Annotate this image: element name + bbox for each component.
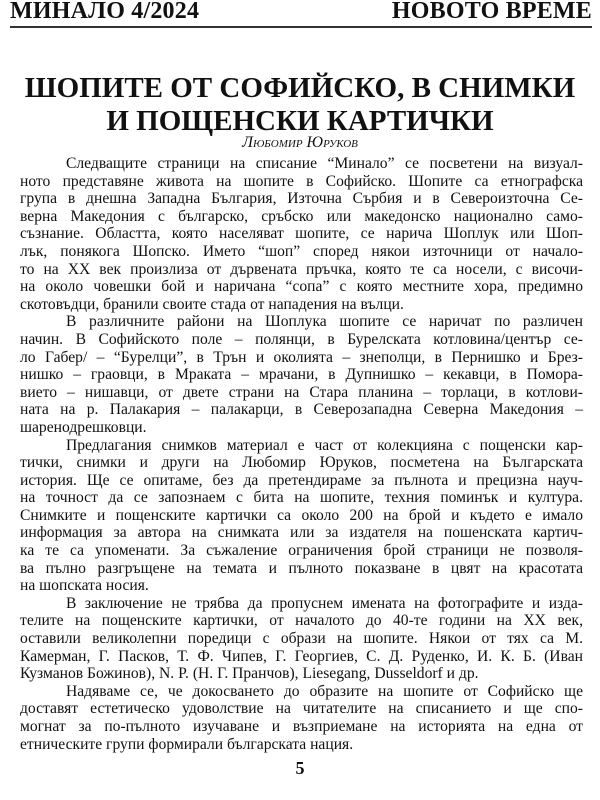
text-line: ната на р. Палакария – палакарци, в Северозападна Северна Македония – [20, 401, 583, 419]
text-line: шаренодрешковци. [20, 418, 147, 436]
text-line: В заключение не трябва да пропуснем имената на фотографите и изда- [66, 594, 583, 612]
text-line: ло Габер/ – “Бурелци”, в Трън и околията – знеполци, в Пернишко и Брез- [20, 348, 583, 366]
text-line: етническите групи формирали българската нация. [20, 735, 354, 753]
title-line: ШОПИТЕ ОТ СОФИЙСКО, В СНИМКИ [24, 72, 576, 104]
text-line: доставят естетическо удоволствие на читателите на списанието и ще спо- [20, 700, 583, 718]
title-line: И ПОЩЕНСКИ КАРТИЧКИ [106, 105, 494, 137]
text-line: ното представяне живота на шопите в Софийско. Шопите са етнографска [20, 172, 583, 190]
text-line: Предлагания снимков материал е част от колекцияна с пощенски кар- [66, 436, 583, 454]
text-line: телите на пощенските картички, от началото до 40-те години на XX век, [20, 612, 583, 630]
paragraph [20, 595, 583, 683]
text-line: ка те са упоменати. За съжаление ограничения брой страници не позволя- [20, 542, 583, 560]
text-line: оставили великолепни поредици с образи на шопите. Някои от тях са М. [20, 630, 583, 648]
paragraph [20, 683, 583, 753]
text-line: тички, снимки и други на Любомир Юруков, посметена на Българската [20, 454, 583, 472]
text-line: скотовъдци, бранили своите стада от нападения на вълци. [20, 295, 404, 313]
text-line: Кузманов Божинов), N. P. (Н. Г. Пранчов), Liesegang, Dusseldorf и др. [20, 665, 479, 683]
text-line: група в днешна Западна България, Източна Сърбия и в Североизточна Се- [20, 190, 583, 208]
article-title [0, 72, 600, 138]
article-author: Любомир Юруков [242, 134, 358, 151]
text-line: В различните райони на Шоплука шопите се наричат по различен [66, 313, 583, 331]
section-title: НОВОТО ВРЕМЕ [391, 0, 592, 24]
text-line: Следващите страници на списание “Минало” се посветени на визуал- [66, 155, 583, 172]
article-body [20, 155, 583, 753]
paragraph [20, 313, 583, 436]
paragraph [20, 437, 583, 595]
paragraph [20, 155, 583, 313]
text-line: то на XX век произлиза от дървената пръчка, която те са носели, с височи- [20, 260, 583, 278]
text-line: верна Македония с българско, сръбско или македонско национално само- [20, 207, 583, 225]
text-line: съзнание. Областта, която населяват шопите, се нарича Шоплук или Шоп- [20, 225, 583, 243]
text-line: на точност да се запознаем с бита на шопите, техния поминък и култура. [20, 489, 583, 507]
text-line: лък, понякога Шопско. Името “шоп” според някои източници от начало- [20, 242, 583, 260]
running-header [10, 0, 592, 28]
text-line: история. Ще се опитаме, без да претендираме за пълнота и прецизна науч- [20, 471, 583, 489]
text-line: на около човешки бой и наричана “сопа” с която местните хора, предимно [20, 278, 583, 296]
text-line: на шопската носия. [20, 577, 149, 595]
text-line: могнат за по-пълното изучаване и възприемане на историята на една от [20, 718, 583, 735]
page-number: 5 [295, 758, 305, 778]
journal-issue: МИНАЛО 4/2024 [10, 0, 200, 24]
text-line: Снимките и пощенските картички са около 200 на брой и където е имало [20, 506, 583, 524]
text-line: начин. В Софийското поле – полянци, в Бурелската котловина/център се- [20, 330, 583, 348]
text-line: Надяваме се, че докосването до образите на шопите от Софийско ще [66, 682, 583, 700]
text-line: информация за автора на снимката или за издателя на пошенската картич- [20, 524, 583, 542]
text-line: нишко – граовци, в Мраката – мрачани, в Дупнишко – кекавци, в Помора- [20, 366, 583, 384]
text-line: Камерман, Г. Пасков, Т. Ф. Чипев, Г. Георгиев, С. Д. Руденко, И. К. Б. (Иван [20, 647, 583, 665]
text-line: вието – нишавци, от двете страни на Стара планина – торлаци, в котлови- [20, 383, 583, 401]
text-line: ва пълно разгръщене на темата и пълното показване в цвят на красотата [20, 559, 583, 577]
